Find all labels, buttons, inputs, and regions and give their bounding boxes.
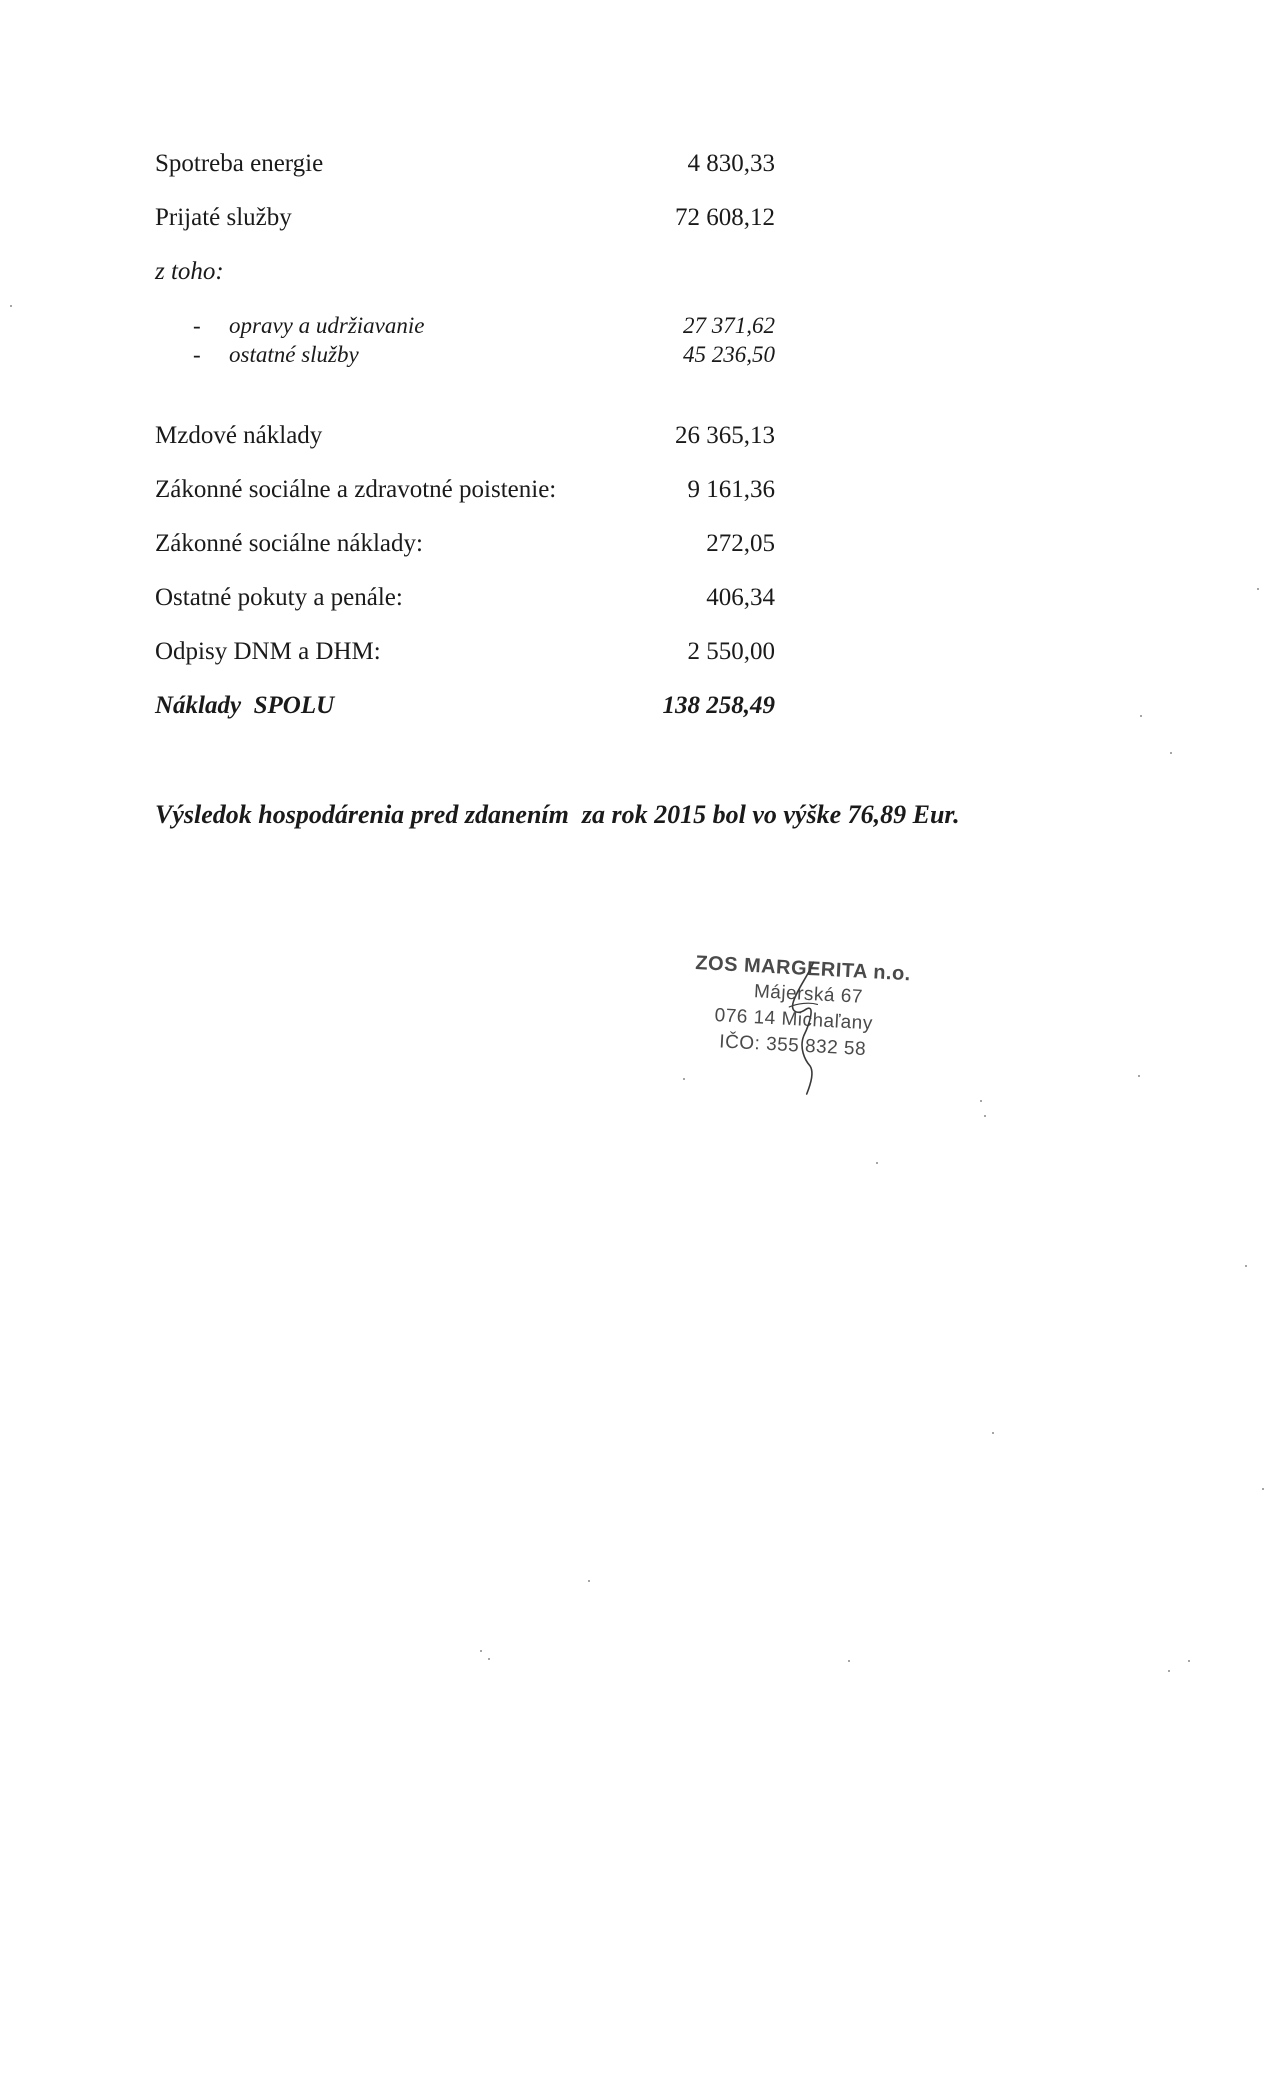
scan-speck <box>984 1115 986 1117</box>
scan-speck <box>10 305 12 307</box>
cost-label: Zákonné sociálne náklady: <box>155 530 423 557</box>
cost-value: 26 365,13 <box>675 422 775 449</box>
cost-row-energy <box>155 146 775 182</box>
breakdown-row-other-services <box>193 340 775 370</box>
scan-speck <box>588 1580 590 1582</box>
stamp-org-name: ZOS MARGERITA n.o. <box>694 952 912 986</box>
scan-speck <box>488 1658 490 1660</box>
bullet-dash: - <box>193 313 201 338</box>
scan-speck <box>1170 752 1172 754</box>
bullet-dash: - <box>193 342 201 367</box>
breakdown-heading: z toho: <box>155 258 224 285</box>
stamp-city: 076 14 Michaľany <box>714 1005 874 1035</box>
cost-value: 4 830,33 <box>687 150 775 177</box>
cost-value: 406,34 <box>706 584 775 611</box>
scan-speck <box>1138 1075 1140 1077</box>
organization-stamp <box>689 952 926 1104</box>
breakdown-value: 27 371,62 <box>683 313 775 338</box>
scan-speck <box>1262 1488 1264 1490</box>
cost-label: Odpisy DNM a DHM: <box>155 638 381 665</box>
breakdown-label: ostatné služby <box>229 342 359 367</box>
scan-speck <box>1188 1660 1190 1662</box>
scan-speck <box>1168 1670 1170 1672</box>
scan-speck <box>1257 588 1259 590</box>
stamp-ico: IČO: 355 832 58 <box>718 1031 867 1061</box>
scan-speck <box>480 1650 482 1652</box>
breakdown-heading-row <box>155 254 775 290</box>
breakdown-label: opravy a udržiavanie <box>229 313 425 338</box>
scan-speck <box>876 1162 878 1164</box>
signature-scribble-icon <box>689 952 926 1104</box>
cost-label: Spotreba energie <box>155 150 324 177</box>
cost-row-social <box>155 526 775 562</box>
cost-value: 72 608,12 <box>675 204 775 231</box>
total-label: Náklady SPOLU <box>155 692 335 719</box>
stamp-street: Májerská 67 <box>753 981 864 1008</box>
breakdown-value: 45 236,50 <box>683 342 775 367</box>
result-statement: Výsledok hospodárenia pred zdanením za rok 2015 bol vo výške 76,89 Eur. <box>155 800 960 829</box>
cost-row-insurance <box>155 472 775 508</box>
scan-speck <box>1140 715 1142 717</box>
cost-row-services <box>155 200 775 236</box>
cost-value: 272,05 <box>706 530 775 557</box>
scan-speck <box>980 1100 982 1102</box>
total-value: 138 258,49 <box>662 692 775 719</box>
cost-row-total <box>155 688 775 724</box>
cost-label: Ostatné pokuty a penále: <box>155 584 403 611</box>
scan-speck <box>1245 1265 1247 1267</box>
cost-value: 9 161,36 <box>687 476 775 503</box>
cost-label: Zákonné sociálne a zdravotné poistenie: <box>155 476 557 503</box>
cost-row-depreciation <box>155 634 775 670</box>
cost-row-penalties <box>155 580 775 616</box>
cost-row-wages <box>155 418 775 454</box>
cost-label: Mzdové náklady <box>155 422 323 449</box>
cost-label: Prijaté služby <box>155 204 292 231</box>
breakdown-row-repairs <box>193 311 775 341</box>
scan-speck <box>683 1078 685 1080</box>
cost-value: 2 550,00 <box>687 638 775 665</box>
scan-speck <box>992 1432 994 1434</box>
scan-speck <box>848 1660 850 1662</box>
